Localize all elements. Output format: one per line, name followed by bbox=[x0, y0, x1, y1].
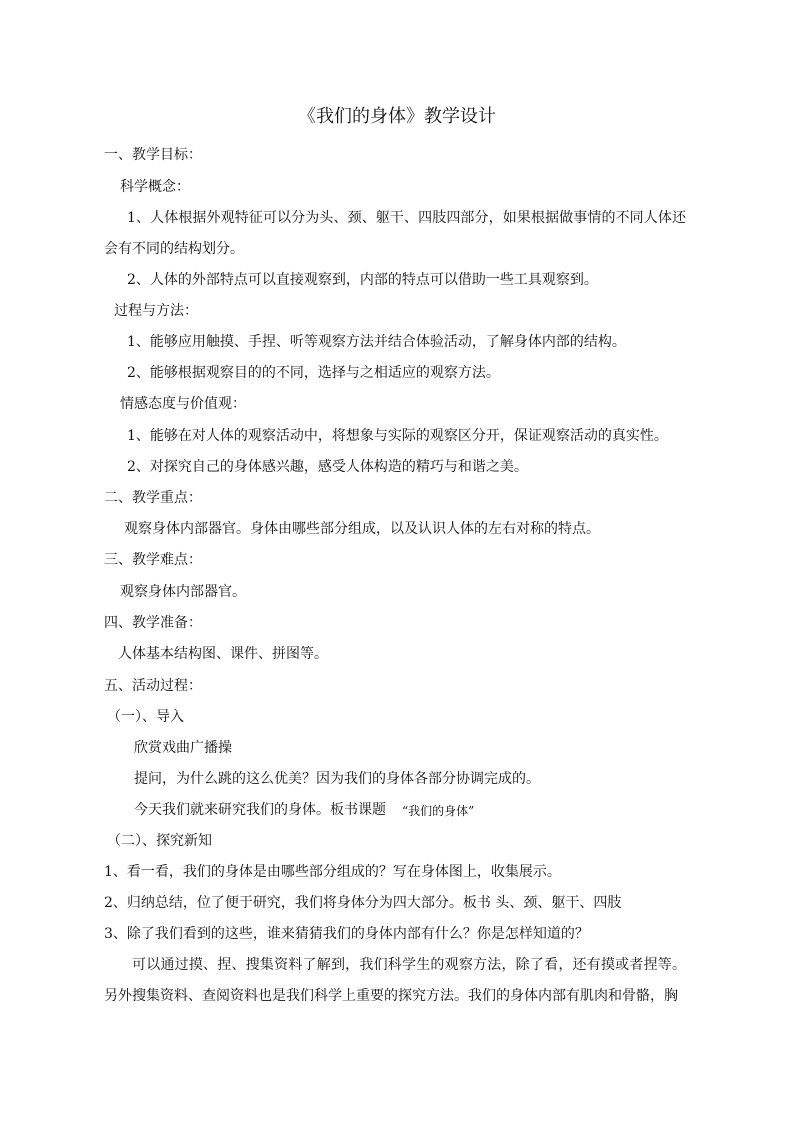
section-heading-preparation: 四、教学准备： bbox=[104, 615, 202, 631]
concept-item-1: 1、人体根据外观特征可以分为头、颈、躯干、四肢四部分，如果根据做事情的不同人体还会有不同的结构划分。 bbox=[104, 210, 686, 257]
subheading-process-method: 过程与方法： bbox=[114, 303, 198, 319]
key-points-text: 观察身体内部器官。身体由哪些部分组成，以及认识人体的左右对称的特点。 bbox=[124, 521, 600, 537]
subheading-attitude-values: 情感态度与价值观： bbox=[120, 396, 246, 412]
explore-item-2: 2、归纳总结，位了便于研究，我们将身体分为四大部分。板书 头、颈、躯干、四肢 bbox=[104, 895, 622, 911]
preparation-text: 人体基本结构图、课件、拼图等。 bbox=[118, 646, 328, 662]
section-heading-objectives: 一、教学目标： bbox=[104, 147, 202, 163]
intro-item-2: 提问，为什么跳的这么优美？因为我们的身体各部分协调完成的。 bbox=[134, 771, 540, 787]
section-heading-difficulties: 三、教学难点： bbox=[104, 552, 202, 568]
explore-paragraph: 可以通过摸、捏、搜集资料了解到，我们科学生的观察方法，除了看，还有摸或者捏等。另外搜集资料、查阅资料也是我们科学上重要的探究方法。我们的身体内部有肌肉和骨骼，胸 bbox=[104, 957, 686, 1004]
attitude-item-1: 1、能够在对人体的观察活动中，将想象与实际的观察区分开，保证观察活动的真实性。 bbox=[127, 428, 668, 444]
section-heading-key-points: 二、教学重点： bbox=[104, 490, 202, 506]
subheading-science-concept: 科学概念： bbox=[120, 179, 190, 195]
intro-item-1: 欣赏戏曲广播操 bbox=[134, 740, 232, 756]
process-item-2: 2、能够根据观察目的的不同，选择与之相适应的观察方法。 bbox=[127, 365, 500, 381]
intro-item-3: 今天我们就来研究我们的身体。板书课题 bbox=[134, 802, 386, 818]
section-heading-activity-process: 五、活动过程： bbox=[104, 678, 202, 694]
subheading-explore: （二）、探究新知 bbox=[107, 833, 212, 849]
document-title: 《我们的身体》教学设计 bbox=[298, 106, 496, 127]
process-item-1: 1、能够应用触摸、手捏、听等观察方法并结合体验活动，了解身体内部的结构。 bbox=[127, 334, 626, 350]
attitude-item-2: 2、对探究自己的身体感兴趣，感受人体构造的精巧与和谐之美。 bbox=[127, 459, 528, 475]
explore-item-1: 1、看一看，我们的身体是由哪些部分组成的？写在身体图上，收集展示。 bbox=[104, 864, 561, 880]
explore-item-3: 3、除了我们看到的这些，谁来猜猜我们的身体内部有什么？你是怎样知道的？ bbox=[104, 926, 589, 942]
subheading-intro: （一）、导入 bbox=[107, 709, 184, 725]
concept-item-2: 2、人体的外部特点可以直接观察到，内部的特点可以借助一些工具观察到。 bbox=[127, 272, 598, 288]
lesson-topic-quote: “我们的身体” bbox=[402, 804, 475, 818]
difficulties-text: 观察身体内部器官。 bbox=[120, 584, 246, 600]
